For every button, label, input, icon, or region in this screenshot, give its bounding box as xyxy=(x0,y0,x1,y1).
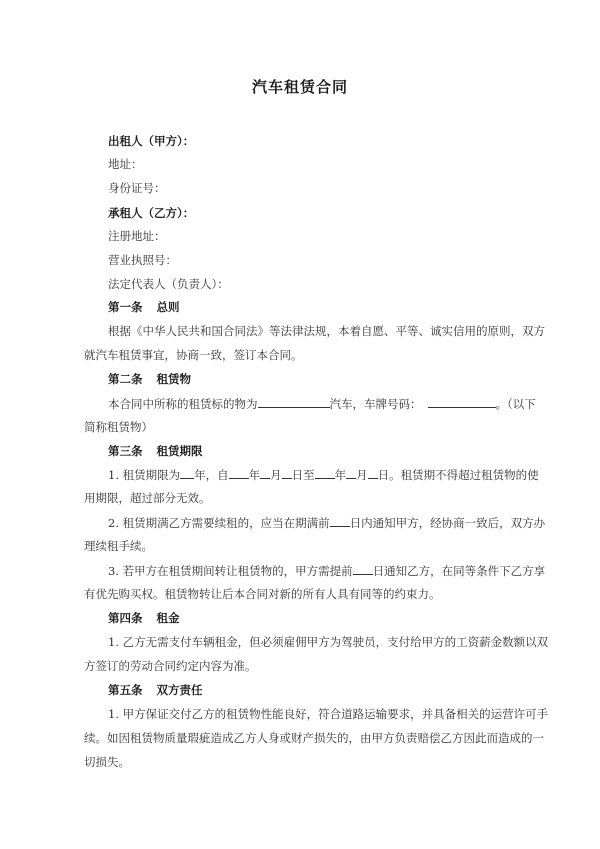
article-5-para-1-line-1: 1. 甲方保证交付乙方的租赁物性能良好，符合道路运输要求，并具备相关的运营许可手 xyxy=(108,707,549,721)
text-segment: 年 xyxy=(248,468,261,482)
text-segment: 汽车，车牌号码： xyxy=(329,397,422,411)
article-5-name: 双方责任 xyxy=(156,683,203,697)
article-2-number: 第二条 xyxy=(108,372,143,386)
lessor-id-label: 身份证号： xyxy=(108,181,166,195)
article-1-number: 第一条 xyxy=(108,300,143,314)
text-segment: 月 xyxy=(356,468,368,482)
article-5-para-1-line-3: 切损失。 xyxy=(84,755,130,769)
article-3-para-1-line-1 xyxy=(108,467,539,482)
article-1-para-1-line-2: 就汽车租赁事宜，协商一致，签订本合同。 xyxy=(84,348,303,362)
lessor-address-label: 地址： xyxy=(108,157,143,171)
lessee-rep-label: 法定代表人（负责人）： xyxy=(108,277,229,291)
text-segment: 。（以下 xyxy=(495,397,536,411)
start-month-blank[interactable] xyxy=(260,467,270,479)
document-title: 汽车租赁合同 xyxy=(251,78,348,96)
transfer-notice-days-blank[interactable] xyxy=(353,563,373,575)
article-2-para-1-line-2: 简称租赁物） xyxy=(84,420,153,434)
plate-number-blank-field[interactable] xyxy=(428,396,496,408)
article-3-name: 租赁期限 xyxy=(156,444,203,458)
text-segment: 年 xyxy=(334,468,347,482)
article-3-para-3-line-1 xyxy=(108,563,545,578)
article-3-para-1-line-2: 用期限，超过部分无效。 xyxy=(84,491,211,505)
text-segment: 月 xyxy=(270,468,282,482)
text-segment: 年，自 xyxy=(194,468,229,482)
article-3-para-2-line-2: 理续租手续。 xyxy=(84,539,153,553)
article-3-para-2-line-1 xyxy=(108,515,545,530)
article-1-heading xyxy=(108,300,180,314)
article-4-para-1-line-2: 方签订的劳动合同约定内容为准。 xyxy=(84,659,257,673)
article-3-number: 第三条 xyxy=(108,444,143,458)
renewal-notice-days-blank[interactable] xyxy=(330,515,350,527)
term-years-blank[interactable] xyxy=(180,467,194,479)
article-4-heading xyxy=(108,611,180,625)
lessor-heading: 出租人（甲方）： xyxy=(108,134,195,148)
lessee-reg-address-label: 注册地址： xyxy=(108,229,166,243)
end-year-blank[interactable] xyxy=(315,467,335,479)
article-3-heading xyxy=(108,444,203,458)
article-4-number: 第四条 xyxy=(108,611,143,625)
article-2-heading xyxy=(108,372,191,386)
vehicle-blank-field[interactable] xyxy=(258,396,330,408)
lessee-heading: 承租人（乙方）： xyxy=(108,206,195,220)
article-4-para-1-line-1: 1. 乙方无需支付车辆租金，但必须雇佣甲方为驾驶员，支付给甲方的工资薪金数额以双 xyxy=(108,635,549,649)
article-1-para-1-line-1: 根据《中华人民共和国合同法》等法律法规，本着自愿、平等、诚实信用的原则，双方 xyxy=(108,324,545,338)
end-day-blank[interactable] xyxy=(368,467,378,479)
article-5-para-1-line-2: 续。如因租赁物质量瑕疵造成乙方人身或财产损失的，由甲方负责赔偿乙方因此而造成的一 xyxy=(84,731,544,745)
text-segment: 3. 若甲方在租赁期间转让租赁物的，甲方需提前 xyxy=(108,564,353,578)
start-day-blank[interactable] xyxy=(282,467,292,479)
text-segment: 日至 xyxy=(291,468,315,482)
text-segment: 本合同中所称的租赁标的物为 xyxy=(108,397,258,411)
text-segment: 日。租赁期不得超过租赁物的使 xyxy=(377,468,539,482)
text-segment: 1. 租赁期限为 xyxy=(108,468,181,482)
article-4-name: 租金 xyxy=(156,611,180,625)
text-segment: 2. 租赁期满乙方需要续租的，应当在期满前 xyxy=(108,516,330,530)
article-2-para-1-line-1 xyxy=(108,396,536,411)
article-5-heading xyxy=(108,683,203,697)
article-2-name: 租赁物 xyxy=(156,372,191,386)
start-year-blank[interactable] xyxy=(229,467,249,479)
end-month-blank[interactable] xyxy=(346,467,356,479)
text-segment: 日通知乙方，在同等条件下乙方享 xyxy=(372,564,546,578)
article-3-para-3-line-2: 有优先购买权。租赁物转让后本合同对新的所有人具有同等的约束力。 xyxy=(84,587,441,601)
text-segment: 日内通知甲方，经协商一致后，双方办 xyxy=(349,516,546,530)
lessee-license-label: 营业执照号： xyxy=(108,253,177,267)
article-1-name: 总则 xyxy=(156,300,180,314)
article-5-number: 第五条 xyxy=(108,683,143,697)
